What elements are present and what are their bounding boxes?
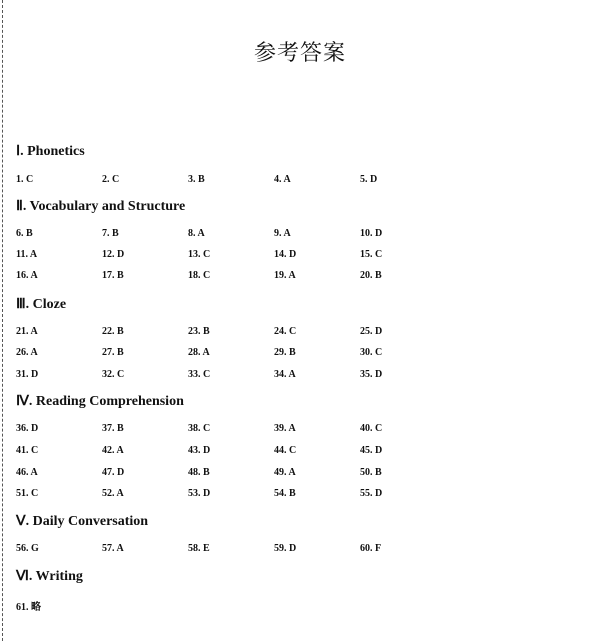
answer-row xyxy=(0,228,600,242)
answer-item: 23. B xyxy=(188,326,210,337)
answer-item: 30. C xyxy=(360,347,383,358)
answer-row xyxy=(0,543,600,557)
answer-item: 17. B xyxy=(102,270,124,281)
page-title: 参考答案 xyxy=(253,41,346,66)
answer-row xyxy=(0,598,600,612)
answer-item: 47. D xyxy=(102,467,125,478)
answer-row xyxy=(0,174,600,188)
answer-item: 40. C xyxy=(360,423,383,434)
answer-item: 55. D xyxy=(360,488,383,499)
answer-item: 34. A xyxy=(274,369,296,380)
section-heading-vocabulary: Ⅱ. Vocabulary and Structure xyxy=(16,199,186,214)
answer-item: 19. A xyxy=(274,270,296,281)
answer-item: 2. C xyxy=(102,174,120,185)
answer-item: 57. A xyxy=(102,543,124,554)
section-heading-cloze: Ⅲ. Cloze xyxy=(16,297,67,312)
answer-item: 49. A xyxy=(274,467,296,478)
answer-item: 25. D xyxy=(360,326,383,337)
answer-row xyxy=(0,467,600,481)
answer-item: 61. 略 xyxy=(16,602,41,613)
answer-item: 41. C xyxy=(16,445,39,456)
answer-item: 52. A xyxy=(102,488,124,499)
answer-item: 60. F xyxy=(360,543,382,554)
answer-item: 45. D xyxy=(360,445,383,456)
answer-row xyxy=(0,488,600,502)
answer-row xyxy=(0,270,600,284)
answer-item: 3. B xyxy=(188,174,205,185)
section-heading-phonetics: Ⅰ. Phonetics xyxy=(16,144,85,159)
section-heading-writing: Ⅵ. Writing xyxy=(16,569,83,584)
answer-item: 42. A xyxy=(102,445,124,456)
answer-row xyxy=(0,445,600,459)
answer-row xyxy=(0,423,600,437)
answer-item: 33. C xyxy=(188,369,211,380)
answer-item: 53. D xyxy=(188,488,211,499)
answer-item: 12. D xyxy=(102,249,125,260)
answer-item: 13. C xyxy=(188,249,211,260)
answer-item: 7. B xyxy=(102,228,119,239)
answer-item: 14. D xyxy=(274,249,297,260)
answer-item: 44. C xyxy=(274,445,297,456)
answer-item: 21. A xyxy=(16,326,38,337)
answer-item: 50. B xyxy=(360,467,382,478)
answer-item: 37. B xyxy=(102,423,124,434)
answer-item: 36. D xyxy=(16,423,39,434)
answer-item: 58. E xyxy=(188,543,210,554)
answer-row xyxy=(0,249,600,263)
answer-item: 22. B xyxy=(102,326,124,337)
answer-item: 6. B xyxy=(16,228,33,239)
answer-item: 15. C xyxy=(360,249,383,260)
answer-item: 43. D xyxy=(188,445,211,456)
answer-item: 10. D xyxy=(360,228,383,239)
answer-row xyxy=(0,347,600,361)
answer-item: 8. A xyxy=(188,228,205,239)
answer-item: 29. B xyxy=(274,347,296,358)
answer-item: 39. A xyxy=(274,423,296,434)
answer-item: 46. A xyxy=(16,467,38,478)
answer-item: 28. A xyxy=(188,347,210,358)
answer-row xyxy=(0,326,600,340)
answer-item: 20. B xyxy=(360,270,382,281)
answer-item: 4. A xyxy=(274,174,291,185)
answer-item: 32. C xyxy=(102,369,125,380)
section-heading-reading: Ⅳ. Reading Comprehension xyxy=(16,394,184,409)
answer-item: 11. A xyxy=(16,249,38,260)
answer-item: 35. D xyxy=(360,369,383,380)
answer-item: 24. C xyxy=(274,326,297,337)
answer-item: 1. C xyxy=(16,174,34,185)
answer-item: 48. B xyxy=(188,467,210,478)
answer-item: 26. A xyxy=(16,347,38,358)
answer-item: 27. B xyxy=(102,347,124,358)
answer-item: 18. C xyxy=(188,270,211,281)
answer-item: 9. A xyxy=(274,228,291,239)
answer-item: 5. D xyxy=(360,174,378,185)
answer-row xyxy=(0,369,600,383)
answer-item: 31. D xyxy=(16,369,39,380)
section-heading-conversation: Ⅴ. Daily Conversation xyxy=(16,514,149,529)
answer-item: 54. B xyxy=(274,488,296,499)
answer-item: 38. C xyxy=(188,423,211,434)
answer-item: 56. G xyxy=(16,543,39,554)
answer-item: 51. C xyxy=(16,488,39,499)
answer-item: 59. D xyxy=(274,543,297,554)
answer-item: 16. A xyxy=(16,270,38,281)
